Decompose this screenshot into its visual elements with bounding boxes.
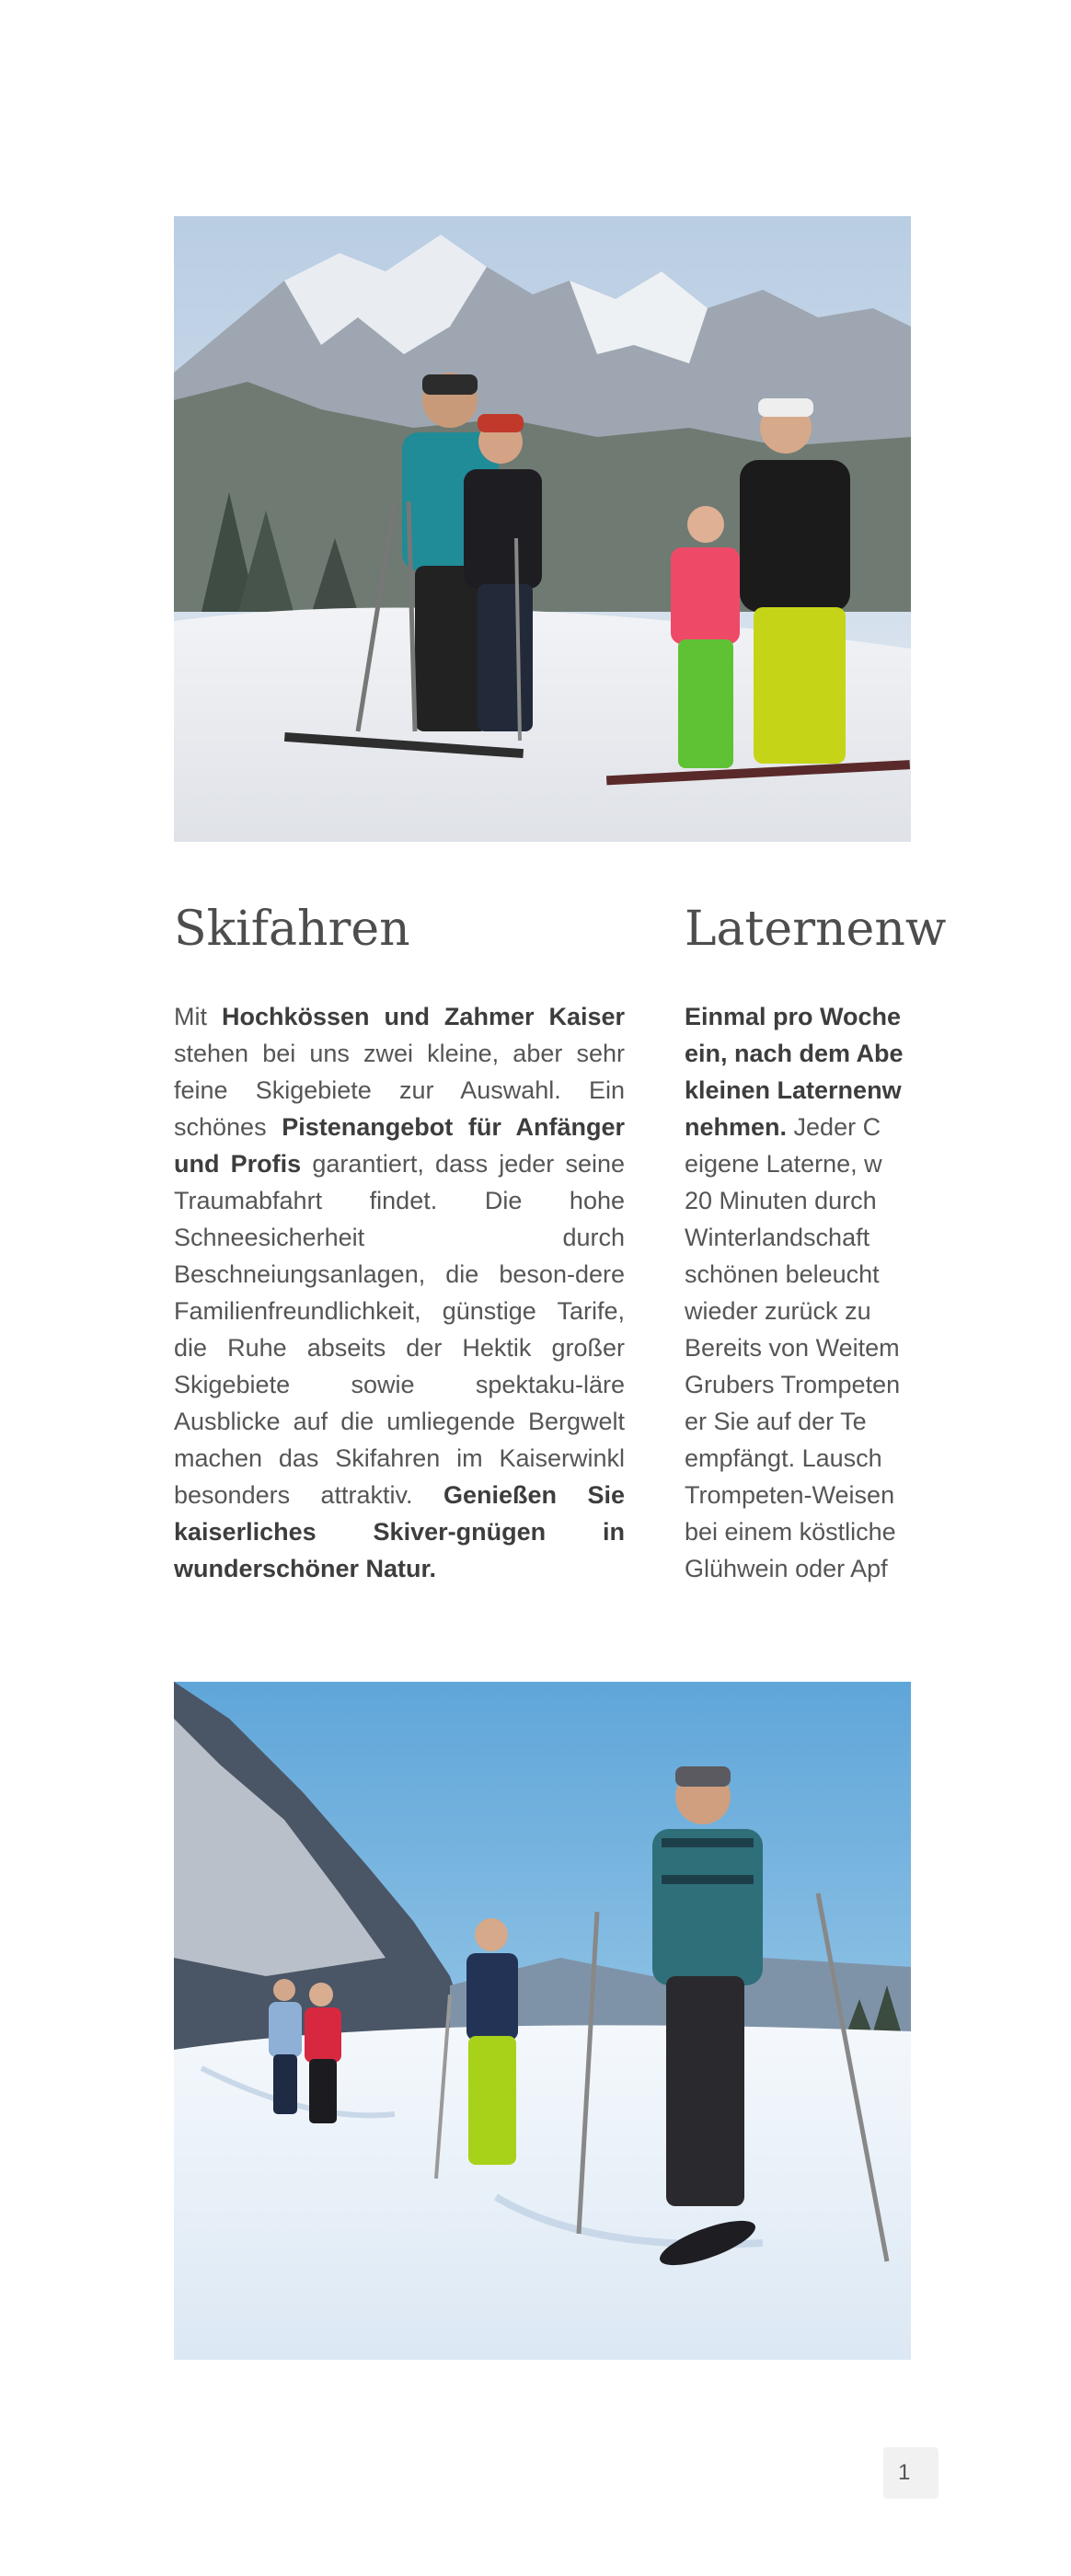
text-line: wieder zurück zu: [685, 1297, 871, 1325]
skifahren-text: [174, 998, 625, 1587]
text-line: kleinen Laternenw: [685, 1076, 902, 1104]
text-line: eigene Laterne, w: [685, 1150, 882, 1178]
text-line: Grubers Trompeten: [685, 1371, 901, 1398]
ski-family-photo: [174, 216, 911, 842]
text-line: er Sie auf der Te: [685, 1408, 867, 1435]
laternenwanderung-text: [685, 998, 1071, 1587]
highlight-skigebiete: Hochkössen und Zahmer Kaiser: [221, 1003, 625, 1030]
page-number: 1: [883, 2447, 939, 2499]
text-line: schönen beleucht: [685, 1260, 880, 1288]
text-line: ein, nach dem Abe: [685, 1040, 904, 1067]
text-run: nehmen.: [685, 1113, 788, 1141]
snowshoe-hikers-illustration: [174, 1682, 911, 2360]
text-line: Trompeten-Weisen: [685, 1481, 895, 1509]
ski-family-illustration: [174, 216, 911, 842]
text-line: Bereits von Weitem: [685, 1334, 900, 1362]
text-line: bei einem köstliche: [685, 1518, 896, 1546]
text-run: Jeder C: [787, 1113, 881, 1141]
highlight-closing: Genießen Sie kaiserliches Skiver-gnügen in wunderschöner Natur.: [174, 1481, 625, 1582]
text-line: empfängt. Lausch: [685, 1444, 882, 1472]
skifahren-paragraph: [174, 998, 625, 1587]
text-line: [685, 1109, 1071, 1145]
text-line: 20 Minuten durch: [685, 1187, 877, 1214]
laternenwanderung-heading: Laternenw: [685, 902, 947, 957]
skifahren-heading: Skifahren: [174, 902, 410, 957]
text-run: garantiert, dass jeder seine Traumabfahrt findet. Die hohe Schneesicherheit durch Beschneiungsanlagen, die beson-dere Familienfreundlichkeit, günstige Tarife, die Ruhe abseits der Hektik großer Skigebiete sowie spektaku-läre Ausblicke auf die umliegende Bergwelt machen das Skifahren im Kaiserwinkl besonders attraktiv.: [174, 1150, 625, 1509]
snowshoe-hikers-photo: [174, 1682, 911, 2360]
text-line: Glühwein oder Apf: [685, 1555, 888, 1582]
text-run: stehen bei uns zwei kleine, aber sehr feine Skigebiete zur Auswahl. Ein schönes: [174, 1040, 625, 1141]
text-run: Mit: [174, 1003, 222, 1030]
text-line: Einmal pro Woche: [685, 1003, 902, 1030]
text-line: Winterlandschaft: [685, 1224, 870, 1251]
highlight-pistenangebot: Pistenangebot für Anfänger und Profis: [174, 1113, 625, 1178]
